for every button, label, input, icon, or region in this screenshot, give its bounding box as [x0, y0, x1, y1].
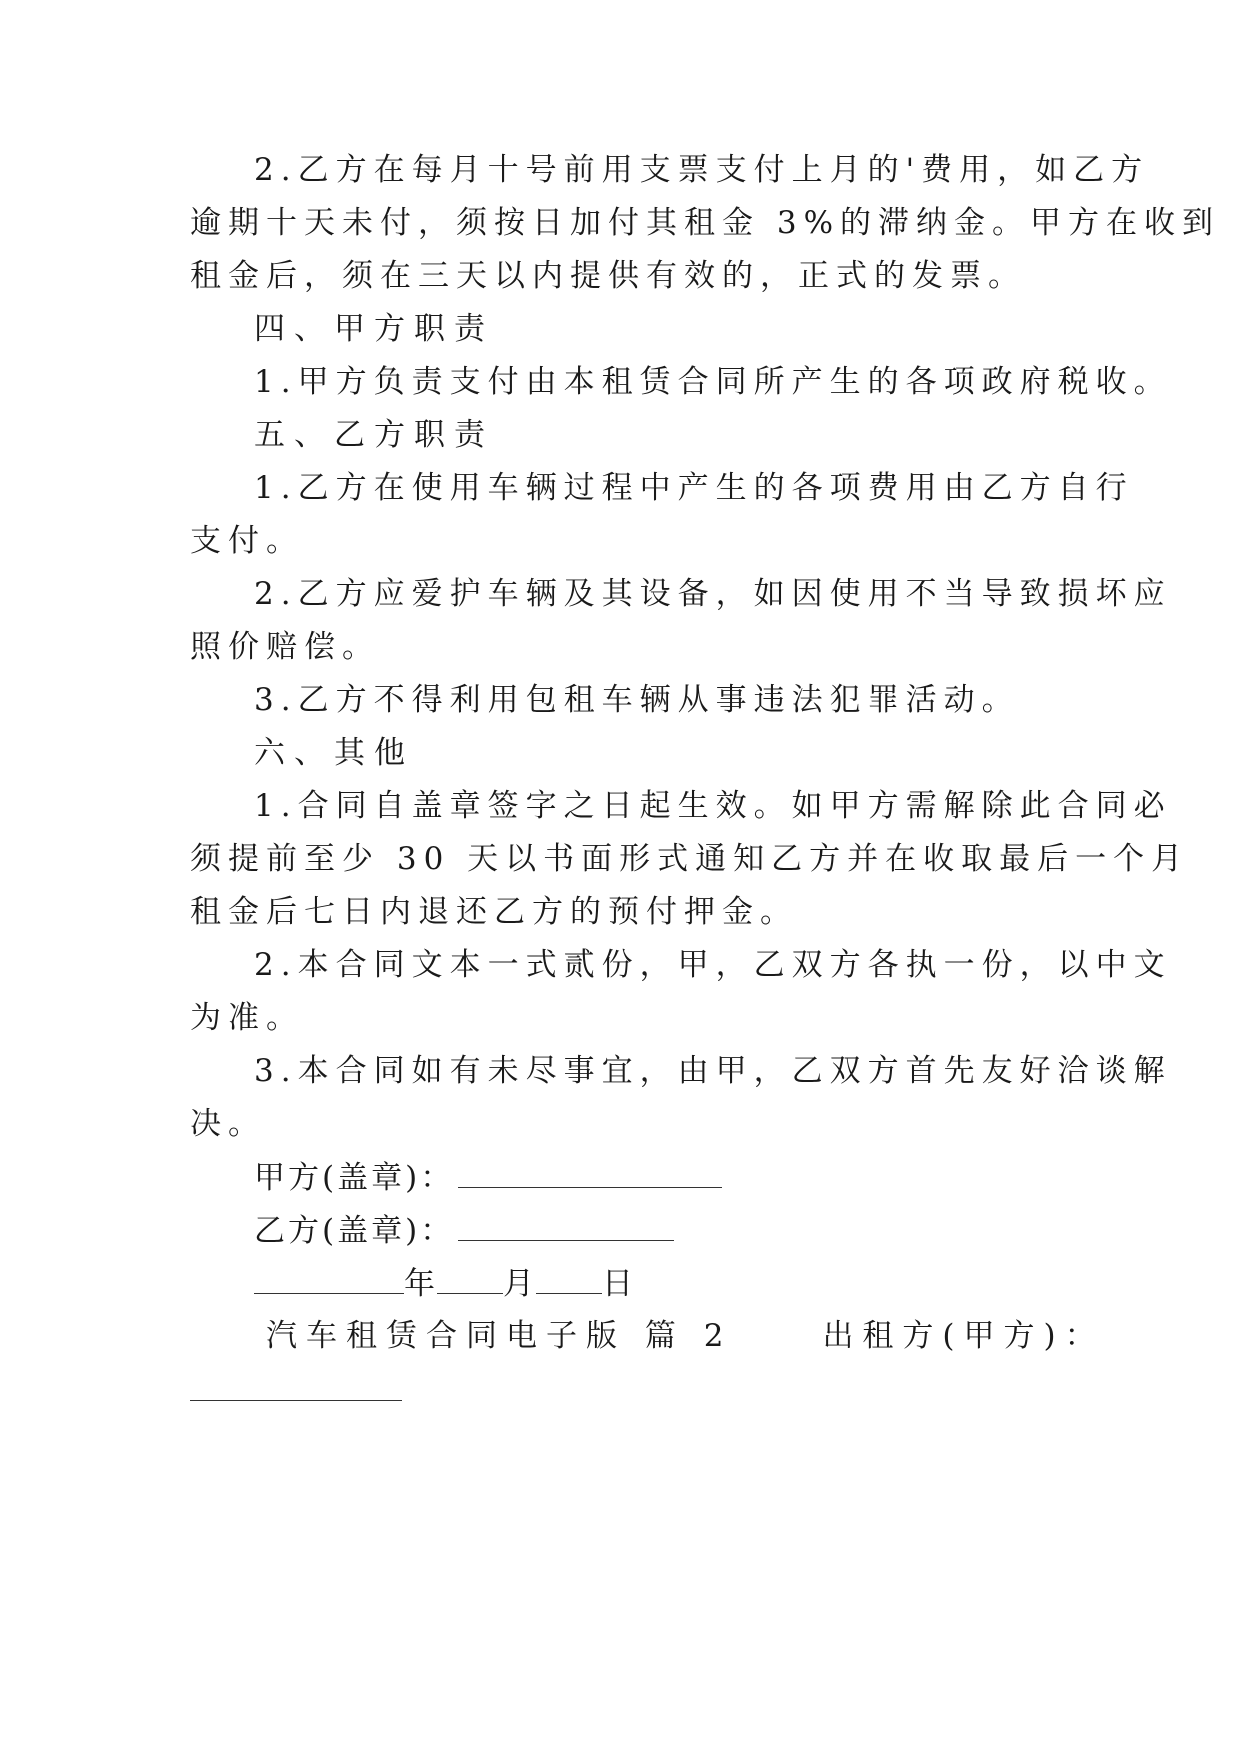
section-heading: 四、甲方职责	[254, 311, 494, 347]
paragraph-line: 租金后七日内退还乙方的预付押金。	[190, 894, 798, 930]
paragraph-line: 1.合同自盖章签字之日起生效。如甲方需解除此合同必	[254, 788, 1172, 824]
paragraph-line: 3.乙方不得利用包租车辆从事违法犯罪活动。	[254, 682, 1020, 718]
paragraph-line: 2.乙方应爱护车辆及其设备，如因使用不当导致损坏应	[254, 576, 1172, 612]
party-a-blank	[458, 1157, 722, 1188]
party-b-signature-line	[254, 1210, 674, 1251]
party-b-blank	[458, 1210, 674, 1241]
day-label: 日	[602, 1266, 635, 1302]
paragraph-line: 3.本合同如有未尽事宜，由甲，乙双方首先友好洽谈解	[254, 1053, 1172, 1089]
paragraph-line: 支付。	[190, 523, 304, 559]
paragraph-line: 逾期十天未付，须按日加付其租金 3%的滞纳金。甲方在收到	[190, 205, 1221, 241]
paragraph-line: 为准。	[190, 1000, 304, 1036]
month-blank	[437, 1263, 503, 1294]
paragraph-line: 租金后，须在三天以内提供有效的，正式的发票。	[190, 258, 1026, 294]
paragraph-line: 2.乙方在每月十号前用支票支付上月的'费用，如乙方	[254, 152, 1150, 188]
paragraph-line: 须提前至少 30 天以书面形式通知乙方并在收取最后一个月	[190, 841, 1190, 877]
lessor-blank	[190, 1370, 402, 1401]
paragraph-line: 1.甲方负责支付由本租赁合同所产生的各项政府税收。	[254, 364, 1172, 400]
year-label: 年	[404, 1266, 437, 1302]
section-heading: 六、其他	[254, 735, 414, 771]
paragraph-line: 1.乙方在使用车辆过程中产生的各项费用由乙方自行	[254, 470, 1134, 506]
paragraph-line: 照价赔偿。	[190, 629, 380, 665]
section-heading: 五、乙方职责	[254, 417, 494, 453]
date-line	[254, 1263, 635, 1304]
day-blank	[536, 1263, 602, 1294]
year-blank	[254, 1263, 404, 1294]
paragraph-line: 决。	[190, 1106, 266, 1142]
month-label: 月	[503, 1266, 536, 1302]
party-a-label: 甲方(盖章)：	[254, 1160, 455, 1196]
next-section-line	[266, 1316, 1105, 1356]
paragraph-line: 2.本合同文本一式贰份，甲，乙双方各执一份，以中文	[254, 947, 1172, 983]
next-section-title: 汽车租赁合同电子版 篇 2	[266, 1318, 733, 1354]
lessor-blank-line	[190, 1370, 402, 1411]
party-b-label: 乙方(盖章)：	[254, 1213, 455, 1249]
lessor-label: 出租方(甲方)：	[822, 1318, 1105, 1354]
party-a-signature-line	[254, 1157, 722, 1198]
